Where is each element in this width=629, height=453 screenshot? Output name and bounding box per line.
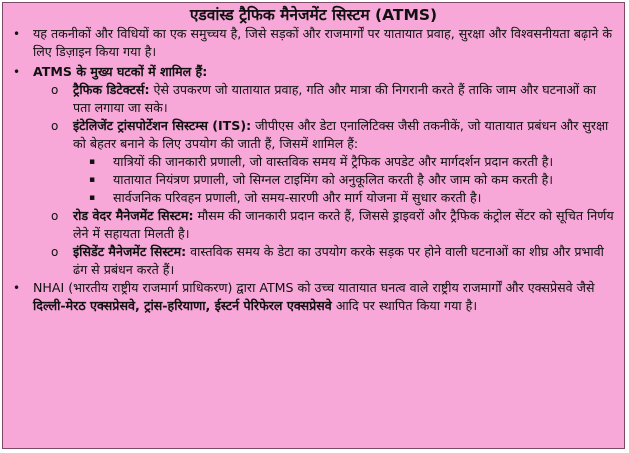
bullet-marker: • (13, 281, 21, 295)
component-text: जीपीएस और डेटा एनालिटिक्स जैसी तकनीकें, जो यातायात प्रबंधन और सुरक्षा को बेहतर बनाने के लिए उपयोग की जाती हैं, जिसमें शामिल हैं: (73, 118, 609, 151)
list-item-intro (11, 25, 616, 61)
bullet-marker: ▪ (89, 175, 96, 185)
list-item-nhai (11, 279, 616, 315)
component-item-its (11, 117, 616, 153)
component-text: मौसम की जानकारी प्रदान करते हैं, जिससे ड्राइवरों और ट्रैफिक कंट्रोल सेंटर को सूचित निर्णय लेने में सहायता मिलती है। (73, 208, 614, 241)
its-item-text: यातायात नियंत्रण प्रणाली, जो सिग्नल टाइमिंग को अनुकूलित करती है और जाम को कम करती है। (113, 172, 554, 187)
bullet-marker: o (51, 209, 59, 223)
its-item-traveler-info (11, 153, 616, 171)
bullet-marker: o (51, 119, 59, 133)
intro-text: यह तकनीकों और विधियों का एक समुच्चय है, जिसे सड़कों और राजमार्गों पर यातायात प्रवाह, सुरक्षा और विश्वसनीयता बढ़ाने के लिए डिज़ाइन किया गया है। (33, 26, 613, 59)
component-term: ट्रैफिक डिटेक्टर्स: (73, 82, 150, 97)
list-item-components (11, 63, 616, 81)
component-item-incident (11, 243, 616, 279)
page-title: एडवांस्ड ट्रैफिक मैनेजमेंट सिस्टम (ATMS) (189, 6, 438, 24)
nhai-prefix: NHAI (भारतीय राष्ट्रीय राजमार्ग प्राधिकरण) द्वारा ATMS को उच्च यातायात घनत्व वाले राष्ट्रीय राजमार्गों और एक्सप्रेसवे जैसे (33, 280, 595, 295)
component-item-road-weather (11, 207, 616, 243)
component-item-traffic-detectors (11, 81, 616, 117)
its-item-text: सार्वजनिक परिवहन प्रणाली, जो समय-सारणी और मार्ग योजना में सुधार करती है। (113, 190, 482, 205)
component-text: वास्तविक समय के डेटा का उपयोग करके सड़क पर होने वाली घटनाओं का शीघ्र और प्रभावी ढंग से प्रबंधन करते हैं। (73, 244, 604, 277)
bullet-marker: o (51, 245, 59, 259)
component-term: इंसिडेंट मैनेजमेंट सिस्टम: (73, 244, 187, 259)
bullet-marker: o (51, 83, 59, 97)
components-heading: ATMS के मुख्य घटकों में शामिल हैं: (33, 64, 208, 79)
component-term: इंटेलिजेंट ट्रांसपोर्टेशन सिस्टम्स (ITS): (73, 118, 252, 133)
nhai-expressways: दिल्ली-मेरठ एक्सप्रेसवे, ट्रांस-हरियाणा, ईस्टर्न पेरिफेरल एक्सप्रेसवे (33, 298, 332, 313)
component-term: रोड वेदर मैनेजमेंट सिस्टम: (73, 208, 194, 223)
its-item-text: यात्रियों की जानकारी प्रणाली, जो वास्तविक समय में ट्रैफिक अपडेट और मार्गदर्शन प्रदान करती है। (113, 154, 554, 169)
nhai-suffix: आदि पर स्थापित किया गया है। (331, 298, 478, 313)
component-text: ऐसे उपकरण जो यातायात प्रवाह, गति और मात्रा की निगरानी करते हैं ताकि जाम और घटनाओं का पता लगाया जा सके। (73, 82, 597, 115)
its-item-public-transport (11, 189, 616, 207)
its-item-traffic-control (11, 171, 616, 189)
atms-info-card (2, 2, 625, 449)
bullet-marker: • (13, 27, 21, 41)
bullet-marker: ▪ (89, 157, 96, 167)
bullet-marker: • (13, 65, 21, 79)
bullet-marker: ▪ (89, 193, 96, 203)
